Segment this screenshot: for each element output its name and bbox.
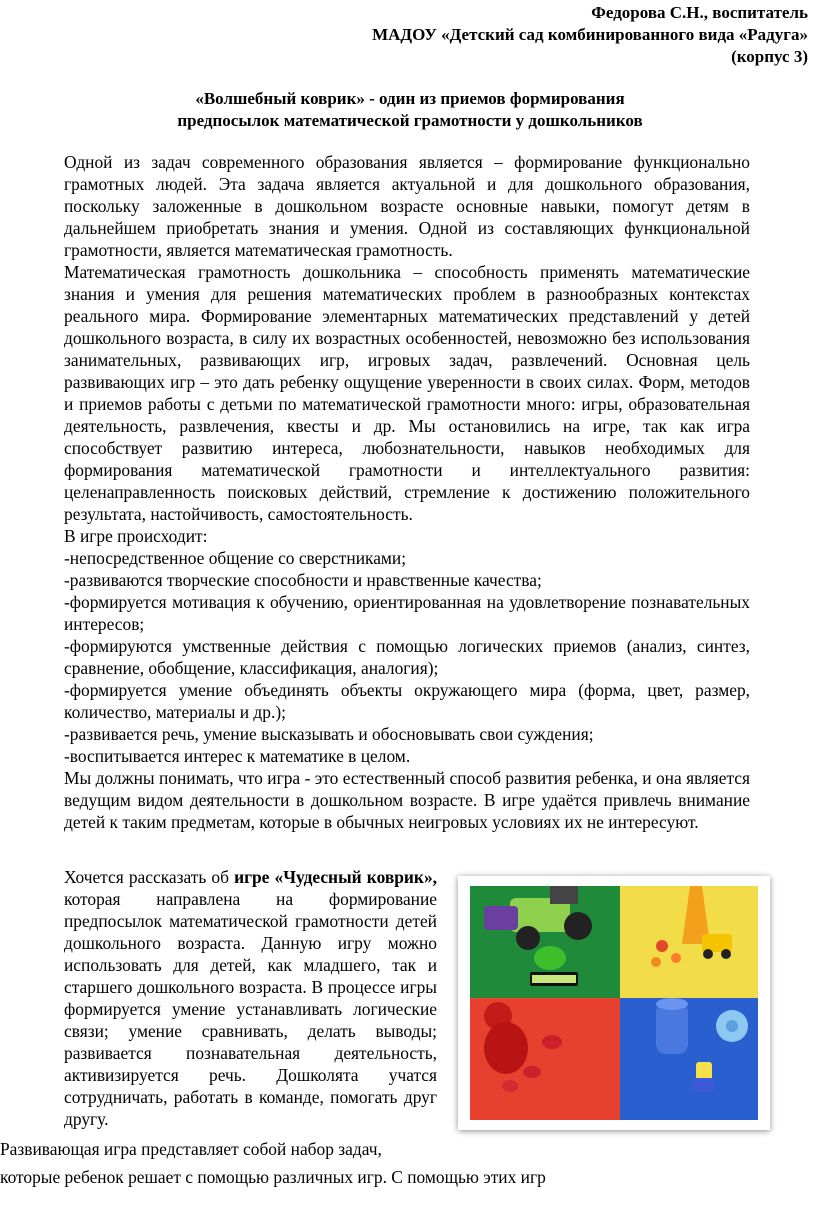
building-number: (корпус 3) xyxy=(731,47,808,66)
author-name: Федорова С.Н., воспитатель xyxy=(591,3,808,22)
rug-photo-illustration xyxy=(470,886,758,1120)
toy-blue-cup-icon xyxy=(656,998,688,1054)
article-title xyxy=(80,88,740,132)
paragraph-continuation: которые ребенок решает с помощью различных игр. С помощью этих игр xyxy=(0,1167,546,1187)
game-description-text: которая направлена на формирование предпосылок математической грамотности детей дошкольного возраста. Данную игру можно использовать для детей, как младшего, так и старшего дошкольного возраста. В процессе игры формируется умение устанавливать логические связи; умение сравнивать, делать выводы; развивается познавательная деятельность, активизируется речь. Дошколята учатся сотрудничать, работать в команде, помогать друг другу. xyxy=(64,889,437,1129)
toy-fan-icon xyxy=(716,1010,748,1042)
game-description xyxy=(64,866,437,1130)
list-item: -формируются умственные действия с помощью логических приемов (анализ, синтез, сравнение, обобщение, классификация, аналогия); xyxy=(64,636,750,678)
paragraph-game-rug xyxy=(64,866,437,1130)
list-item: -развивается речь, умение высказывать и обосновывать свои суждения; xyxy=(64,724,594,744)
paragraph-developmental-game: Развивающая игра представляет собой набор задач, xyxy=(0,1139,382,1159)
paragraph-intro: Одной из задач современного образования является – формирование функционально грамотных людей. Эта задача является актуальной и для дошкольного образования, поскольку заложенные в дошкольном возрасте основные навыки, помогут детям в дальнейшем приобретать знания и умения. Одной из составляющих функциональной грамотности, является математическая грамотность. xyxy=(64,152,750,260)
list-item: -формируется умение объединять объекты окружающего мира (форма, цвет, размер, количество, материалы и др.); xyxy=(64,680,750,722)
author-header xyxy=(208,2,808,68)
closing-text xyxy=(0,1138,760,1194)
title-line-2: предпосылок математической грамотности у дошкольников xyxy=(177,111,643,130)
game-rug-photo xyxy=(458,876,770,1130)
article-body xyxy=(64,151,750,833)
list-item: -формируется мотивация к обучению, ориентированная на удовлетворение познавательных интересов; xyxy=(64,592,750,634)
paragraph-game-nature: Мы должны понимать, что игра - это естественный способ развития ребенка, и она является ведущим видом деятельности в дошкольном возрасте. В игре удаётся привлечь внимание детей к таким предметам, которые в обычных неигровых условиях их не интересуют. xyxy=(64,768,750,832)
game-name: игре «Чудесный коврик», xyxy=(234,867,437,887)
list-item: -непосредственное общение со сверстниками; xyxy=(64,548,407,568)
list-item: -развиваются творческие способности и нравственные качества; xyxy=(64,570,542,590)
organization-name: МАДОУ «Детский сад комбинированного вида «Радуга» xyxy=(372,25,808,44)
paragraph-math-literacy: Математическая грамотность дошкольника – способность применять математические знания и умения для решения математических проблем в разнообразных контекстах реального мира. Формирование элементарных математических представлений у детей дошкольного возраста, в силу их возрастных особенностей, невозможно без использования занимательных, развивающих игр, игровых задач, развлечений. Основная цель развивающих игр – это дать ребенку ощущение уверенности в своих силах. Форм, методов и приемов работы с детьми по математической грамотности много: игры, образовательная деятельность, развлечения, квесты и др. Мы остановились на игре, так как игра способствует развитию интереса, любознательности, навыков необходимых для формирования математической грамотности и интеллектуального развития: целенаправленность поисковых действий, стремление к достижению положительного результата, настойчивость, самостоятельность. xyxy=(64,262,750,524)
list-intro: В игре происходит: xyxy=(64,526,208,546)
game-intro-text: Хочется рассказать об xyxy=(64,867,235,887)
list-item: -воспитывается интерес к математике в целом. xyxy=(64,746,411,766)
title-line-1: «Волшебный коврик» - один из приемов формирования xyxy=(195,89,625,108)
